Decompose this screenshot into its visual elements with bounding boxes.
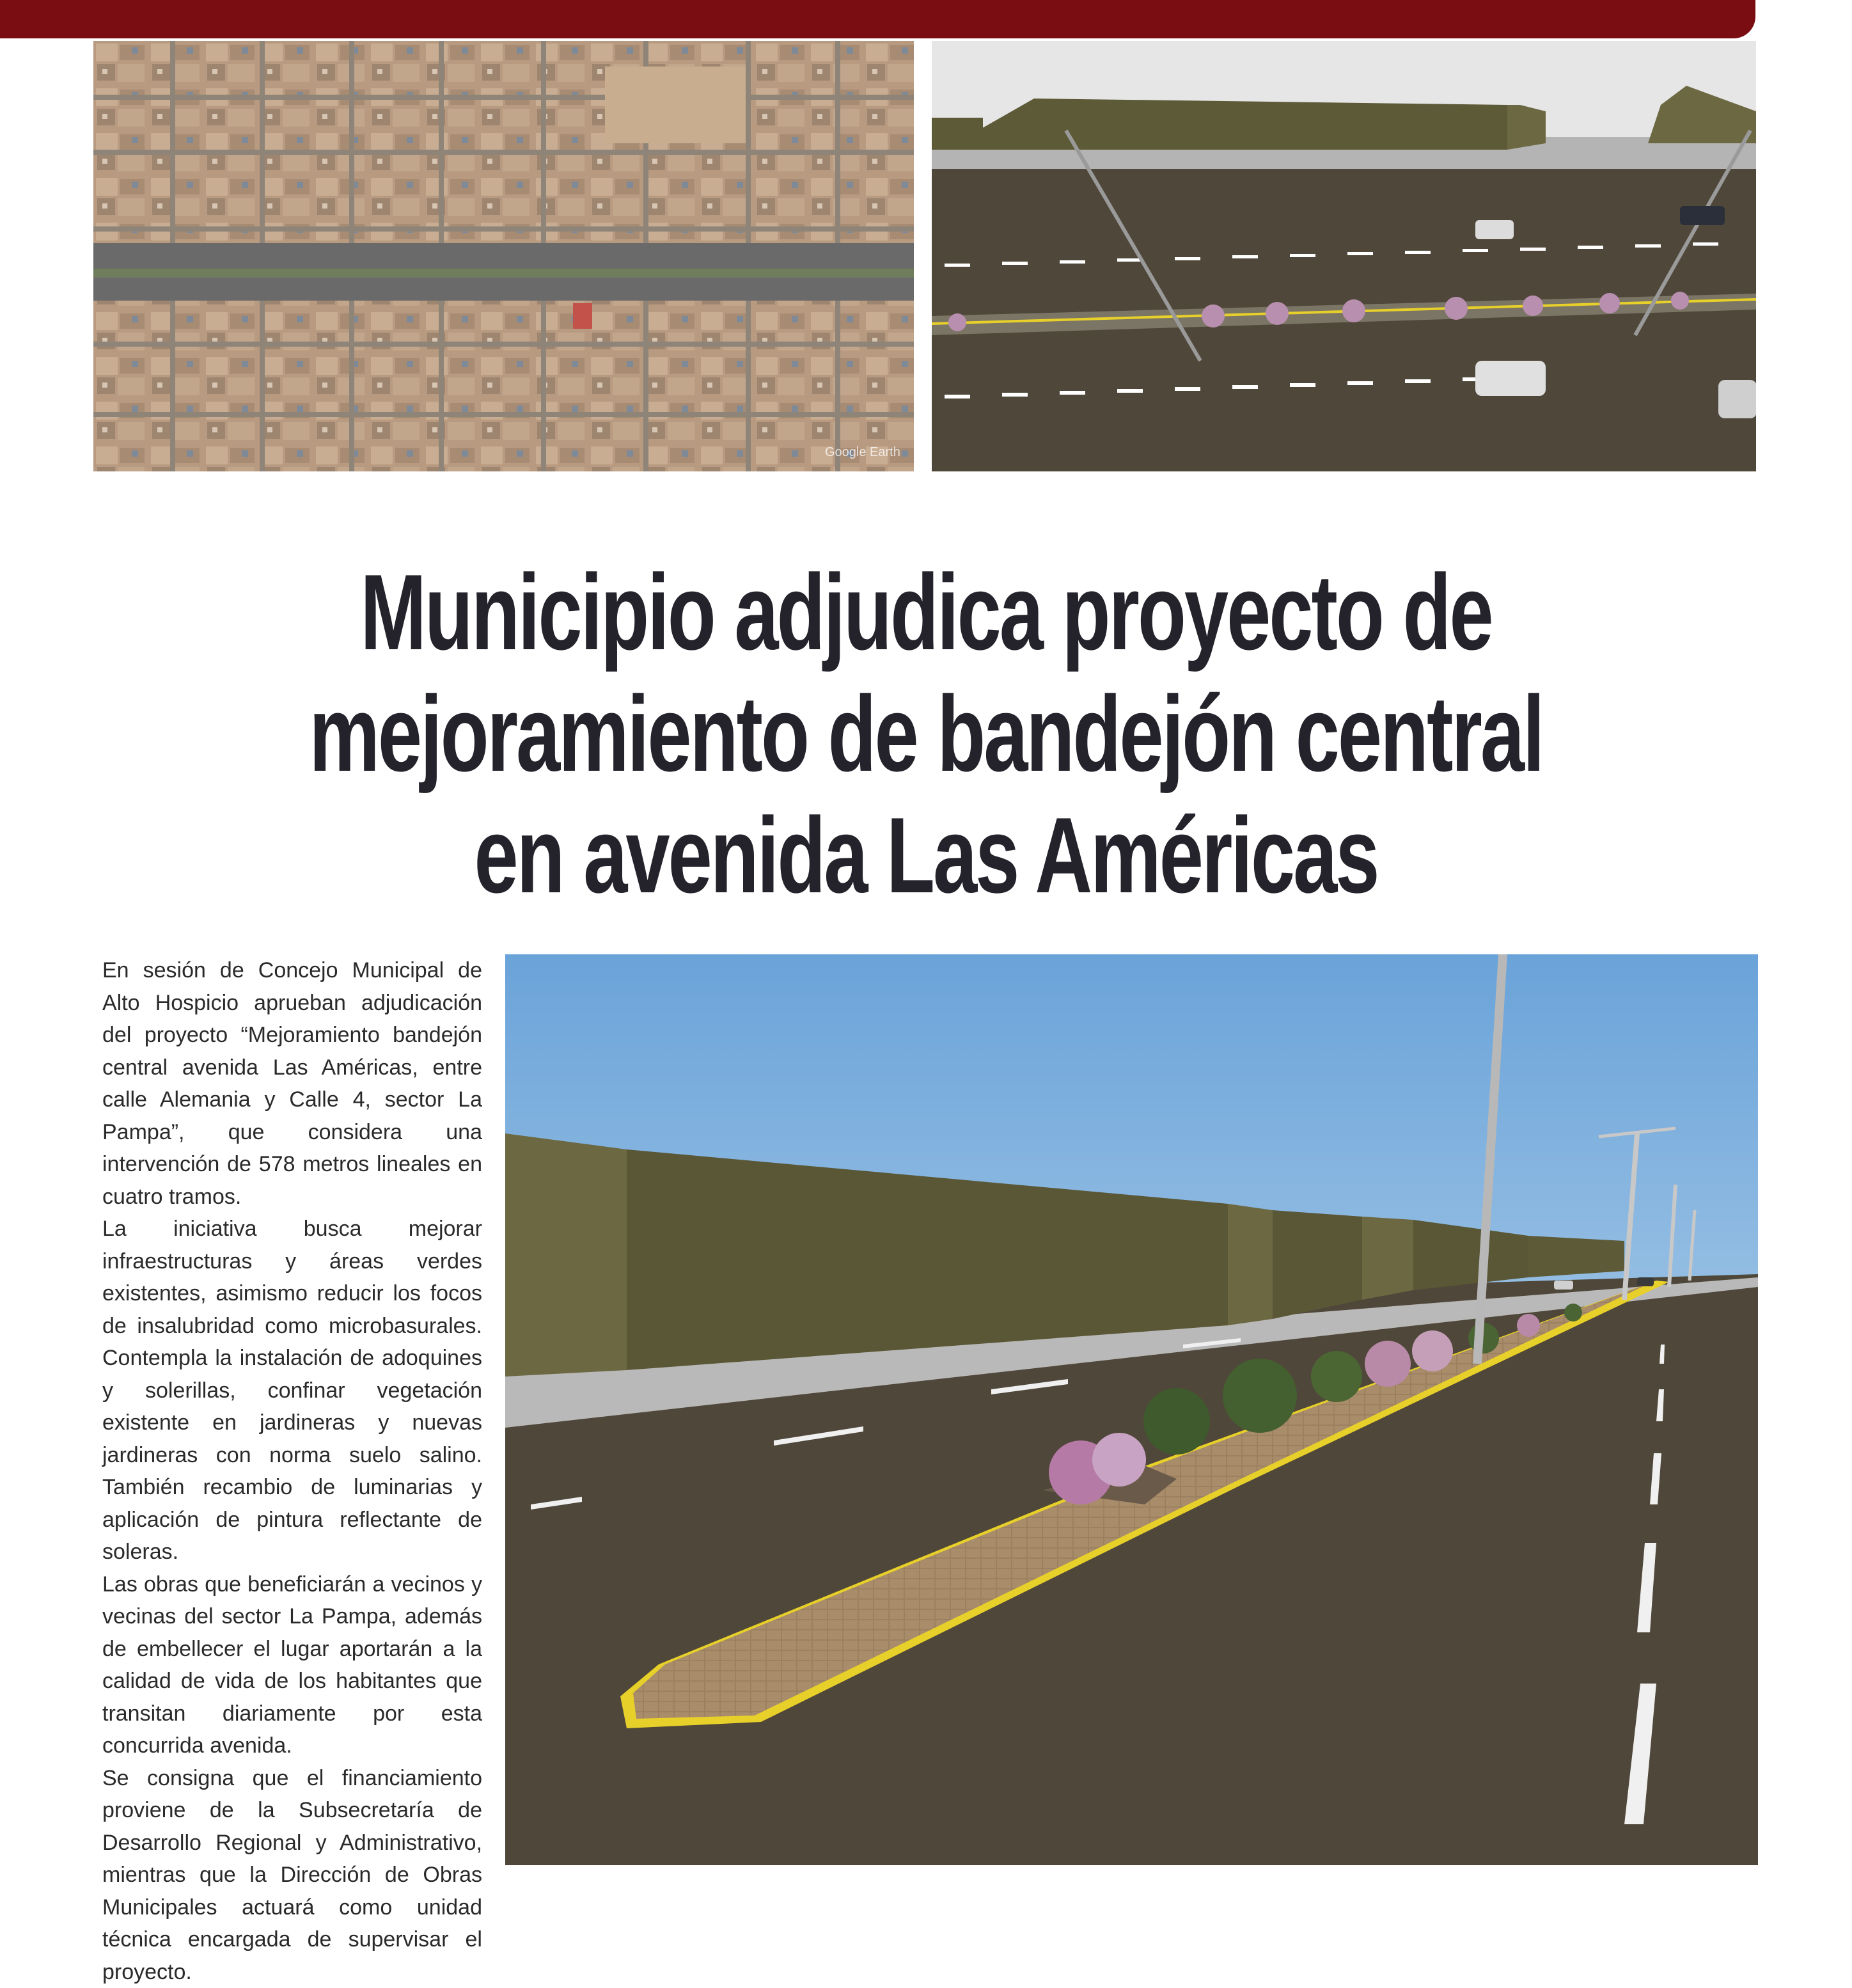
body-paragraph: La iniciativa busca mejorar infraestructuras y áreas verdes existentes, asimismo reducir los focos de insalubridad como microbasurales. Contempla la instalación de adoquines y solerillas, confinar vegetación existente en jardineras y nuevas jardineras con norma suelo salino. También recambio de luminarias y aplicación de pintura reflectante de soleras. (102, 1213, 482, 1568)
render-top-view (932, 41, 1756, 471)
headline-line-2: mejoramiento de bandejón central (269, 673, 1583, 794)
top-color-band (0, 0, 1755, 38)
aerial-photo (93, 41, 914, 471)
headline-line-1: Municipio adjudica proyecto de (269, 551, 1583, 673)
body-paragraph: Las obras que beneficiarán a vecinos y vecinas del sector La Pampa, además de embellecer el lugar aportarán a la calidad de vida de los habitantes que transitan diariamente por esta concurrida avenida. (102, 1568, 482, 1762)
article-headline (38, 551, 1814, 916)
render-main-perspective (505, 954, 1758, 1865)
aerial-watermark: Google Earth (825, 445, 900, 460)
article-body (102, 954, 482, 1988)
headline-line-3: en avenida Las Américas (269, 794, 1583, 916)
body-paragraph: En sesión de Concejo Municipal de Alto Hospicio aprueban adjudicación del proyecto “Mejoramiento bandejón central avenida Las Américas, entre calle Alemania y Calle 4, sector La Pampa”, que considera una intervención de 578 metros lineales en cuatro tramos. (102, 954, 482, 1213)
body-paragraph: Se consigna que el financiamiento proviene de la Subsecretaría de Desarrollo Regional y Administrativo, mientras que la Dirección de Obras Municipales actuará como unidad técnica encargada de supervisar el proyecto. (102, 1762, 482, 1988)
